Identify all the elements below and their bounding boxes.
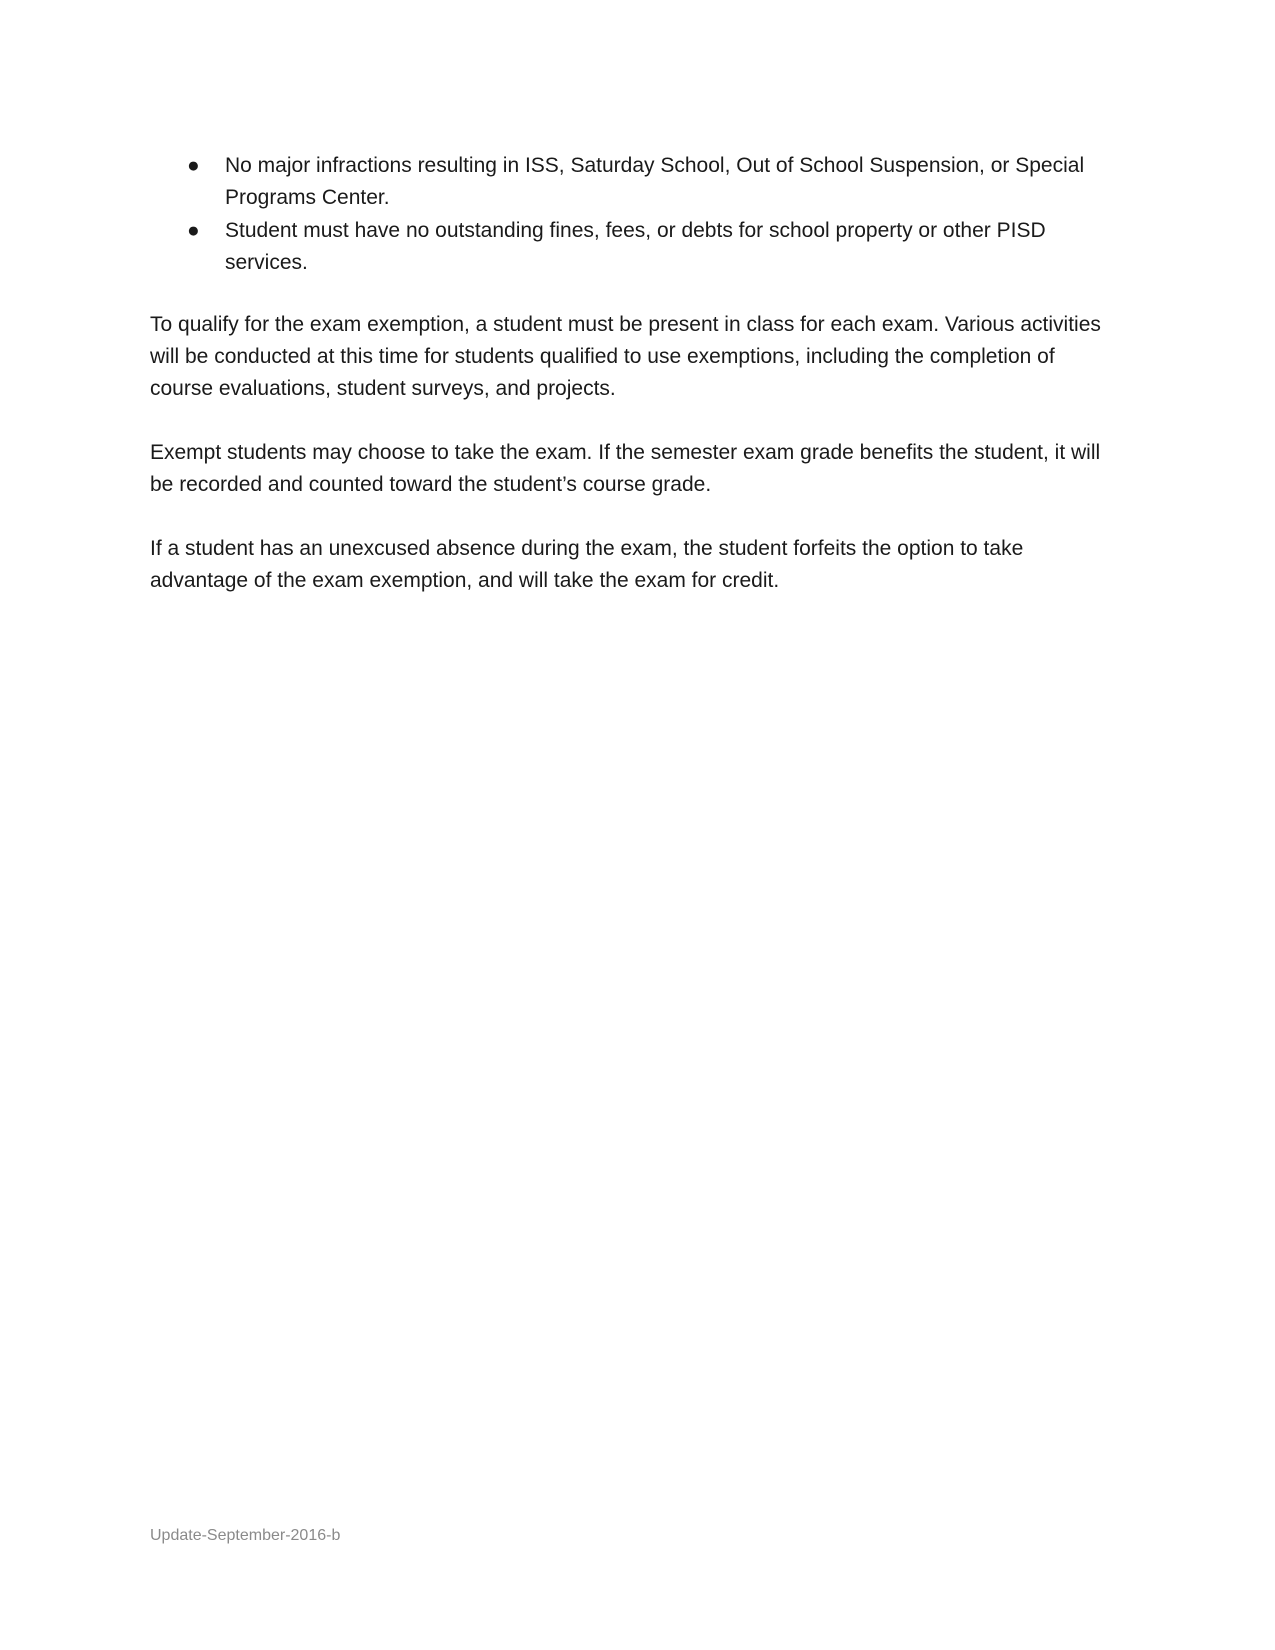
exempt-choice-paragraph: Exempt students may choose to take the exam. If the semester exam grade benefits the student, it will be recorded and counted toward the student’s course grade. <box>150 441 1101 496</box>
document-body <box>150 150 1120 597</box>
unexcused-absence-paragraph: If a student has an unexcused absence during the exam, the student forfeits the option to take advantage of the exam exemption, and will take the exam for credit. <box>150 537 1024 592</box>
bullet-icon: ● <box>187 154 200 177</box>
list-item <box>150 150 1120 214</box>
list-item <box>150 215 1120 279</box>
requirements-list <box>150 150 1120 279</box>
list-item-text: Student must have no outstanding fines, fees, or debts for school property or other PISD services. <box>225 219 1046 274</box>
bullet-icon: ● <box>187 219 200 242</box>
page-footer: Update-September-2016-b <box>150 1527 341 1544</box>
list-item-text: No major infractions resulting in ISS, Saturday School, Out of School Suspension, or Special Programs Center. <box>225 154 1085 209</box>
exemption-qualification-paragraph: To qualify for the exam exemption, a student must be present in class for each exam. Various activities will be conducted at this time for students qualified to use exemptions, including the completion of course evaluations, student surveys, and projects. <box>150 313 1101 400</box>
